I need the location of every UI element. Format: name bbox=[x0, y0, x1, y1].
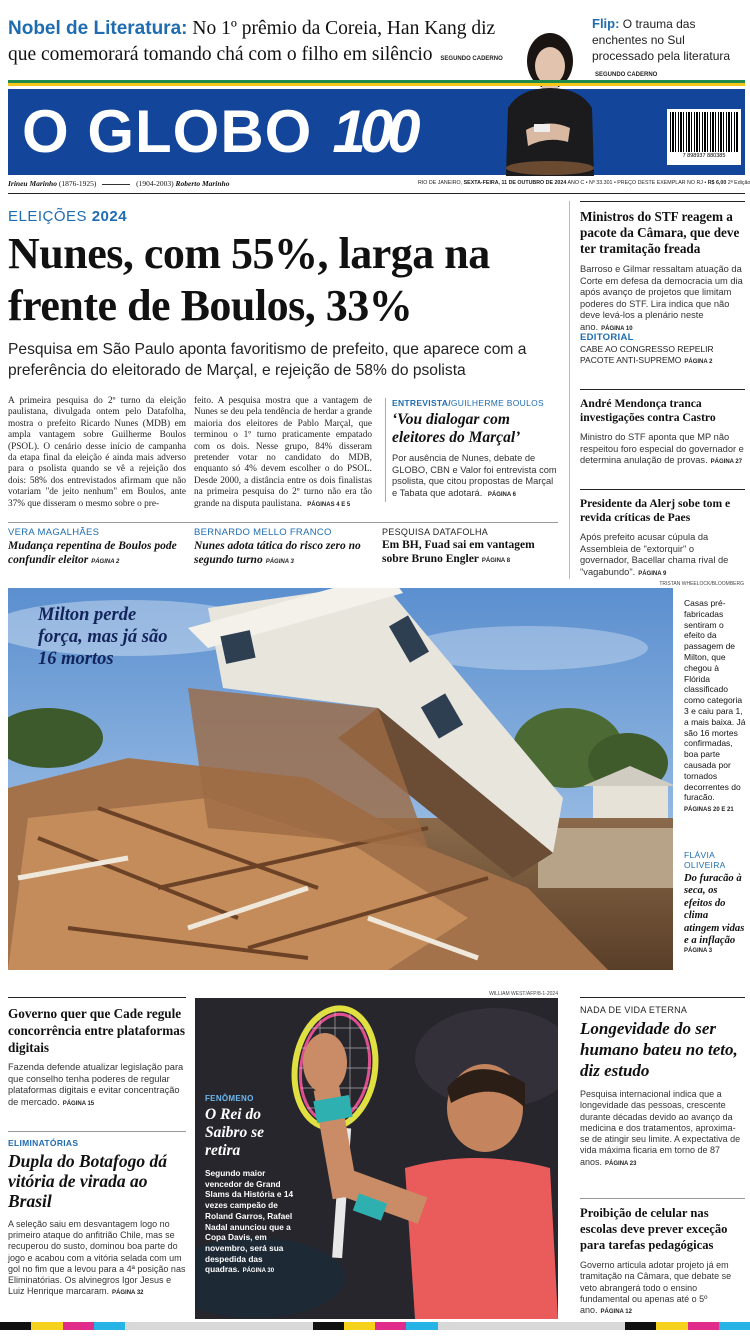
story-headline: Governo quer que Cade regule concorrência entre plataformas digitais bbox=[8, 1006, 186, 1055]
climate-column[interactable] bbox=[684, 850, 746, 954]
column-page: PÁGINA 2 bbox=[91, 559, 120, 565]
interview-headline: ‘Vou dialogar com eleitores do Marçal’ bbox=[392, 411, 521, 446]
barcode bbox=[667, 109, 741, 165]
sidebar-editorial[interactable] bbox=[580, 332, 745, 368]
nadal-kicker: FENÔMENO bbox=[205, 1094, 254, 1103]
sidebar-story-mendonca[interactable] bbox=[580, 397, 745, 469]
story-text bbox=[8, 1062, 186, 1110]
opinion-column-1[interactable] bbox=[8, 527, 186, 569]
sidebar-page: PÁGINA 10 bbox=[601, 325, 633, 332]
sidebar-divider bbox=[569, 201, 570, 579]
lead-col-1: A primeira pesquisa do 2º turno da eleição paulistana, divulgada ontem pelo Datafolha, mostra o prefeito Ricardo Nunes (MDB) em ampla vantagem sobre Guilherme Boulos (PSOL). O cenário desse início de campanha da etapa final da eleição é ainda mais adverso para o psolista quando se vê a rejeição dos dois: 58% dos entrevistados afirmam que não votariam "de jeito nenhum" em Boulos, ante 37% que disseram o mesmo sobre o pre- bbox=[8, 396, 186, 509]
story-celular[interactable] bbox=[580, 1205, 745, 1318]
lead-headline[interactable]: Nunes, com 55%, larga na frente de Boulos, 33% bbox=[8, 229, 490, 330]
lead-col-2-page: PÁGINAS 4 E 5 bbox=[307, 501, 351, 508]
hurricane-photo[interactable] bbox=[8, 588, 673, 970]
story-page: PÁGINA 15 bbox=[62, 1100, 95, 1107]
bottom-right-rule-2 bbox=[580, 1198, 745, 1199]
bottom-left-rule-2 bbox=[8, 1131, 186, 1132]
bottom-right-rule bbox=[580, 997, 745, 998]
opinion-column-3[interactable] bbox=[382, 527, 558, 568]
climate-page: PÁGINA 3 bbox=[684, 948, 713, 955]
editorial-kicker: EDITORIAL bbox=[580, 332, 634, 343]
sidebar-text-body: Barroso e Gilmar ressaltam atuação da Corte em defesa da democracia um dia após avanço de projetos que limitam poderes do STF. Lira indica que não deve levá-los a plenário neste ano. bbox=[580, 264, 743, 332]
columns-rule bbox=[8, 522, 558, 523]
bottom-left-rule bbox=[8, 997, 186, 998]
nadal-text bbox=[205, 1168, 295, 1277]
nadal-photo[interactable] bbox=[195, 998, 558, 1319]
lead-subhead: Pesquisa em São Paulo aponta favoritismo de prefeito, que aparece com a preferência do eleitorado de Marçal, e rejeição de 58% do psolista bbox=[8, 341, 527, 379]
story-text-body: Fazenda defende atualizar legislação para que conselho tenha poderes de regular plataformas digitais e evitar concentração de mercado. bbox=[8, 1062, 184, 1107]
story-headline: Longevidade do ser humano bateu no teto, diz estudo bbox=[580, 1019, 738, 1080]
nadal-credit: WILLIAM WEST/AFP/8-1-2024 bbox=[489, 991, 558, 997]
interview-text bbox=[392, 453, 558, 501]
caption-page: PÁGINAS 20 E 21 bbox=[684, 807, 734, 814]
editorial-text-body: CABE AO CONGRESSO REPELIR PACOTE ANTI-SUPREMO bbox=[580, 344, 714, 365]
teaser-han-kang[interactable] bbox=[8, 16, 508, 72]
interview-block[interactable] bbox=[392, 398, 558, 501]
masthead-logo[interactable] bbox=[22, 94, 414, 170]
interview-kicker-name: GUILHERME BOULOS bbox=[450, 398, 544, 408]
nadal-headline: O Rei do Saibro se retira bbox=[205, 1106, 264, 1159]
story-longevidade[interactable] bbox=[580, 1005, 745, 1170]
lead-kicker bbox=[8, 208, 127, 225]
folio-founders bbox=[8, 179, 229, 188]
sidebar-text bbox=[580, 264, 745, 336]
story-text-body: Governo articula adotar projeto já em tramitação na Câmara, que debate se veto abrangerá todo o ensino fundamental ou apenas até o 5º ano. bbox=[580, 1260, 732, 1316]
story-text bbox=[8, 1219, 186, 1299]
editorial-text bbox=[580, 344, 745, 368]
sidebar-headline: Ministros do STF reagem a pacote da Câmara, que deve ter tramitação freada bbox=[580, 209, 740, 256]
interview-kicker-label: ENTREVISTA/ bbox=[392, 398, 451, 408]
story-page: PÁGINA 12 bbox=[600, 1309, 632, 1316]
story-page: PÁGINA 23 bbox=[605, 1160, 637, 1167]
column-title bbox=[382, 538, 558, 568]
teaser-flip-text: O trauma das enchentes no Sul processado pela literatura bbox=[592, 17, 731, 63]
sidebar-text-body: Após prefeito acusar cúpula da Assembleia de "extorquir" o governador, Bacellar chama rival de "vagabundo". bbox=[580, 532, 729, 577]
founder-2: Roberto Marinho bbox=[175, 179, 230, 188]
interview-page: PÁGINA 6 bbox=[487, 491, 517, 498]
nadal-text-body: Segundo maior vencedor de Grand Slams da História e 14 vezes campeão de Roland Garros, Rafael Nadal anunciou que a Copa Davis, em novembro, será sua despedida das quadras. bbox=[205, 1168, 294, 1275]
teaser-flip-page: SEGUNDO CADERNO bbox=[595, 72, 658, 78]
lead-col-2-text: feito. A pesquisa mostra que a vantagem de Nunes se deu pela tendência de herdar a grande maioria dos eleitores de Pablo Marçal, que terminou o 1º turno praticamente empatado com os dois. Nesse grupo, 84% disseram pretender votar no candidato do MDB, enquanto só 4% devem escolher o do PSOL. Desde 2000, a distância entre os dois finalistas na primeira pesquisa do 2º turno não era tão grande na disputa paulistana. bbox=[194, 396, 372, 509]
column-page: PÁGINA 3 bbox=[265, 559, 294, 565]
founder-2-years: (1904-2003) bbox=[136, 179, 174, 188]
editorial-page: PÁGINA 2 bbox=[684, 359, 713, 365]
folio-divider-icon bbox=[102, 184, 130, 185]
sidebar-headline: André Mendonça tranca investigações contra Castro bbox=[580, 397, 716, 424]
sidebar-top-rule bbox=[580, 201, 745, 202]
column-title-text: Em BH, Fuad sai em vantagem sobre Bruno Engler bbox=[382, 539, 535, 565]
founder-1-years: (1876-1925) bbox=[58, 179, 97, 188]
photo-credit: TRISTAN WHEELOCK/BLOOMBERG bbox=[659, 581, 744, 587]
teaser-flip-kicker: Flip: bbox=[592, 16, 620, 31]
logo-text: O GLOBO bbox=[22, 98, 313, 165]
story-kicker: NADA DE VIDA ETERNA bbox=[580, 1005, 688, 1015]
story-botafogo[interactable] bbox=[8, 1138, 186, 1299]
lead-col-2 bbox=[194, 396, 372, 511]
nadal-page: PÁGINA 30 bbox=[242, 1268, 275, 1275]
column-title-text: Nunes adota tática do risco zero no segundo turno bbox=[194, 540, 361, 566]
teaser-flip[interactable] bbox=[592, 16, 742, 83]
date-city: RIO DE JANEIRO, bbox=[418, 180, 463, 186]
sidebar-page: PÁGINA 27 bbox=[710, 459, 743, 466]
issue: ANO C • Nº 33.301 • PREÇO DESTE EXEMPLAR NO RJ • bbox=[567, 180, 707, 186]
opinion-column-2[interactable] bbox=[194, 527, 372, 569]
story-kicker: ELIMINATÓRIAS bbox=[8, 1138, 79, 1148]
caption-text bbox=[684, 598, 746, 816]
teaser-kicker: Nobel de Literatura: bbox=[8, 18, 188, 39]
story-text-body: A seleção saiu em desvantagem logo no primeiro ataque do anfitrião Chile, mas se recuperou do susto, dominou boa parte do jogo e acabou com a vitória selada com um gol no fim que a levou para a 4ª posição nas Eliminatórias. Os alvinegros Igor Jesus e Luiz Henrique marcaram. bbox=[8, 1219, 186, 1297]
story-page: PÁGINA 32 bbox=[112, 1290, 144, 1297]
sidebar-story-alerj[interactable] bbox=[580, 497, 745, 580]
sidebar-rule-3 bbox=[580, 489, 745, 490]
photo-caption bbox=[684, 598, 746, 816]
caption-text-body: Casas pré-fabricadas sentiram o efeito da passagem de Milton, que chegou à Flórida classificado como categoria 3 e caiu para 1, a mais baixa. Já são 16 mortes confirmadas, boa parte causada por tornados decorrentes do furacão. bbox=[684, 598, 746, 803]
lead-kicker-light: ELEIÇÕES bbox=[8, 208, 88, 225]
column-page: PÁGINA 8 bbox=[481, 558, 511, 564]
sidebar-text bbox=[580, 432, 745, 469]
interview-kicker bbox=[392, 398, 558, 408]
column-title bbox=[194, 539, 372, 569]
column-author: VERA MAGALHÃES bbox=[8, 527, 100, 538]
lead-kicker-bold: 2024 bbox=[91, 208, 128, 225]
climate-author: FLÁVIA OLIVEIRA bbox=[684, 850, 726, 870]
edition: 2ª Edição bbox=[727, 180, 750, 186]
column-author: PESQUISA DATAFOLHA bbox=[382, 527, 489, 537]
story-headline: Proibição de celular nas escolas deve prever exceção para tarefas pedagógicas bbox=[580, 1206, 728, 1252]
price: R$ 6,00 bbox=[707, 180, 727, 186]
founder-1: Irineu Marinho bbox=[8, 179, 57, 188]
sidebar-headline: Presidente da Alerj sobe tom e revida críticas de Paes bbox=[580, 497, 731, 524]
story-text-body: Pesquisa internacional indica que a longevidade das pessoas, crescente durante décadas devido ao avanço da medicina e dos tratamentos, aproxima-se de atingir seu limite. A expectativa de vida máxima ficaria em torno de 87 anos. bbox=[580, 1089, 741, 1167]
logo-number: 100 bbox=[332, 98, 415, 165]
climate-title: Do furacão à seca, os efeitos do clima atingem vidas e a inflação bbox=[684, 873, 745, 947]
interview-divider bbox=[385, 398, 386, 502]
teaser-page: SEGUNDO CADERNO bbox=[440, 56, 503, 62]
story-text bbox=[580, 1089, 745, 1170]
folio-dateline bbox=[418, 180, 750, 186]
story-cade[interactable] bbox=[8, 1005, 186, 1110]
barcode-bars bbox=[670, 112, 738, 152]
color-strip bbox=[0, 1322, 750, 1330]
nadal-overlay bbox=[205, 1094, 295, 1277]
teaser-text: No 1º prêmio da Coreia, Han Kang diz que comemorará tomando chá com o filho em silêncio bbox=[8, 18, 496, 65]
barcode-digits: 7 898937 880385 bbox=[682, 153, 726, 159]
folio-rule bbox=[8, 193, 745, 194]
story-headline: Dupla do Botafogo dá vitória de virada ao Brasil bbox=[8, 1151, 167, 1211]
column-author: BERNARDO MELLO FRANCO bbox=[194, 527, 332, 538]
sidebar-text bbox=[580, 532, 745, 580]
column-title-text: Mudança repentina de Boulos pode confundir eleitor bbox=[8, 540, 177, 566]
portrait-overlap bbox=[500, 88, 600, 176]
interview-text-body: Por ausência de Nunes, debate de GLOBO, CBN e Valor foi entrevista com psolista, que citou propostas de Marçal e Tabata que adotará. bbox=[392, 453, 557, 498]
sidebar-text-body: Ministro do STF aponta que MP não respeitou foro especial do governador e determina anulação de provas. bbox=[580, 432, 744, 466]
column-title bbox=[8, 539, 186, 569]
masthead-stripe-yellow bbox=[8, 83, 745, 86]
date: SEXTA-FEIRA, 11 DE OUTUBRO DE 2024 bbox=[463, 180, 567, 186]
sidebar-story-stf[interactable] bbox=[580, 209, 745, 336]
sidebar-rule-2 bbox=[580, 389, 745, 390]
story-text bbox=[580, 1260, 745, 1318]
sidebar-page: PÁGINA 9 bbox=[638, 570, 667, 577]
photo-overlay-headline: Milton perde força, mas já são 16 mortos bbox=[38, 605, 168, 669]
